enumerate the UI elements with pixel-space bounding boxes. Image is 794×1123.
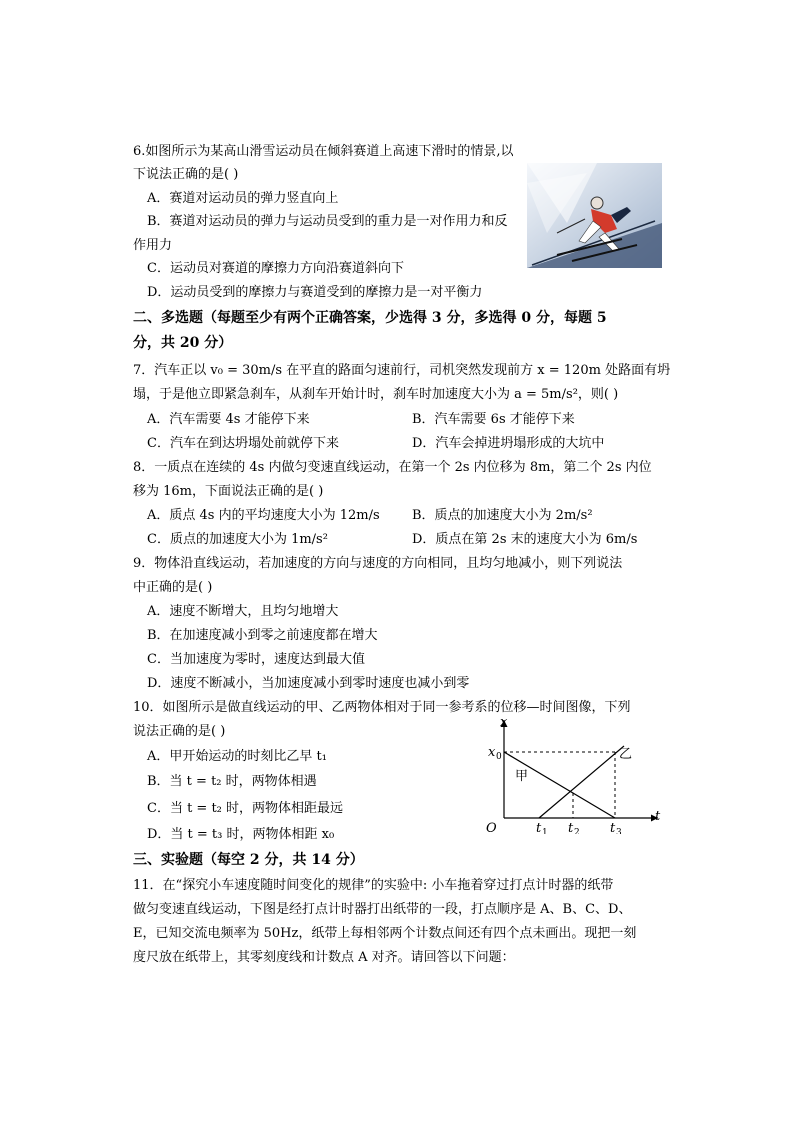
q6-option-d: D．运动员受到的摩擦力与赛道受到的摩擦力是一对平衡力 bbox=[147, 285, 483, 300]
q11-line3: E，已知交流电频率为 50Hz，纸带上每相邻两个计数点间还有四个点未画出。现把一刻 bbox=[133, 926, 637, 941]
q8-option-d: D．质点在第 2s 末的速度大小为 6m/s bbox=[412, 532, 638, 547]
x0-subscript: 0 bbox=[496, 752, 502, 762]
q7-option-d: D．汽车会掉进坍塌形成的大坑中 bbox=[412, 436, 605, 451]
q7-option-c: C．汽车在到达坍塌处前就停下来 bbox=[147, 436, 339, 451]
q6-option-c: C．运动员对赛道的摩擦力方向沿赛道斜向下 bbox=[147, 261, 404, 276]
q10-option-d: D．当 t = t₃ 时，两物体相距 x₀ bbox=[147, 827, 335, 842]
t3-subscript: 3 bbox=[616, 828, 622, 834]
q8-option-a: A．质点 4s 内的平均速度大小为 12m/s bbox=[147, 508, 380, 523]
q6-stem-line1: 6.如图所示为某高山滑雪运动员在倾斜赛道上高速下滑时的情景,以 bbox=[133, 144, 514, 159]
q11-line1: 11．在“探究小车速度随时间变化的规律”的实验中: 小车拖着穿过打点计时器的纸带 bbox=[133, 878, 614, 893]
q9-option-a: A．速度不断增大，且均匀地增大 bbox=[147, 604, 339, 619]
q11-line2: 做匀变速直线运动，下图是经打点计时器打出纸带的一段，打点顺序是 A、B、C、D、 bbox=[133, 902, 632, 917]
t2-subscript: 2 bbox=[574, 828, 580, 834]
y-axis-label: x bbox=[500, 715, 508, 730]
origin-label: O bbox=[486, 821, 497, 834]
q8-option-c: C．质点的加速度大小为 1m/s² bbox=[147, 532, 328, 547]
section2-title-line2: 分，共 20 分） bbox=[133, 335, 233, 351]
xt-graph-svg bbox=[482, 714, 672, 834]
q10-option-c: C．当 t = t₂ 时，两物体相距最远 bbox=[147, 801, 344, 816]
q10-option-b: B．当 t = t₂ 时，两物体相遇 bbox=[147, 774, 317, 789]
q9-option-b: B．在加速度减小到零之前速度都在增大 bbox=[147, 628, 378, 643]
q7-stem-line2: 塌，于是他立即紧急刹车，从刹车开始计时，刹车时加速度大小为 a = 5m/s²，则( ) bbox=[133, 387, 619, 402]
q9-option-c: C．当加速度为零时，速度达到最大值 bbox=[147, 652, 365, 667]
q9-option-d: D．速度不断减小，当加速度减小到零时速度也减小到零 bbox=[147, 676, 470, 691]
xt-graph bbox=[482, 714, 672, 834]
label-jia: 甲 bbox=[515, 769, 529, 784]
q6-option-b-line2: 作用力 bbox=[133, 238, 173, 253]
q10-stem-line1: 10．如图所示是做直线运动的甲、乙两物体相对于同一参考系的位移—时间图像，下列 bbox=[133, 700, 631, 715]
q11-line4: 度尺放在纸带上，其零刻度线和计数点 A 对齐。请回答以下问题： bbox=[133, 950, 515, 965]
q7-option-a: A．汽车需要 4s 才能停下来 bbox=[147, 412, 310, 427]
t2-label: t bbox=[568, 821, 574, 834]
q10-stem-line2: 说法正确的是( ) bbox=[133, 724, 226, 739]
q9-stem-line2: 中正确的是( ) bbox=[133, 580, 213, 595]
skier-icon bbox=[527, 163, 662, 268]
q8-option-b: B．质点的加速度大小为 2m/s² bbox=[412, 508, 593, 523]
q10-option-a: A．甲开始运动的时刻比乙早 t₁ bbox=[147, 749, 327, 764]
t1-label: t bbox=[536, 821, 542, 834]
x0-label: x bbox=[488, 745, 496, 760]
q7-stem-line1: 7．汽车正以 v₀ = 30m/s 在平直的路面匀速前行，司机突然发现前方 x = 120m 处路面有坍 bbox=[133, 363, 671, 378]
t1-subscript: 1 bbox=[542, 828, 548, 834]
q8-stem-line2: 移为 16m，下面说法正确的是( ) bbox=[133, 484, 324, 499]
q6-option-a: A．赛道对运动员的弹力竖直向上 bbox=[147, 191, 339, 206]
q6-option-b-line1: B．赛道对运动员的弹力与运动员受到的重力是一对作用力和反 bbox=[147, 214, 508, 229]
t3-label: t bbox=[610, 821, 616, 834]
section2-title-line1: 二、多选题（每题至少有两个正确答案，少选得 3 分，多选得 0 分，每题 5 bbox=[133, 310, 607, 326]
line-yi bbox=[539, 746, 624, 818]
q7-option-b: B．汽车需要 6s 才能停下来 bbox=[412, 412, 575, 427]
q8-stem-line1: 8．一质点在连续的 4s 内做匀变速直线运动，在第一个 2s 内位移为 8m，第二个 2s 内位 bbox=[133, 460, 652, 475]
q6-stem-line2: 下说法正确的是( ) bbox=[133, 167, 239, 182]
section3-title: 三、实验题（每空 2 分，共 14 分） bbox=[133, 852, 364, 868]
skier-photo bbox=[527, 163, 662, 268]
q9-stem-line1: 9．物体沿直线运动，若加速度的方向与速度的方向相同，且均匀地减小，则下列说法 bbox=[133, 556, 623, 571]
label-yi: 乙 bbox=[619, 747, 633, 762]
x-axis-label: t bbox=[655, 809, 661, 824]
line-jia bbox=[504, 752, 615, 818]
